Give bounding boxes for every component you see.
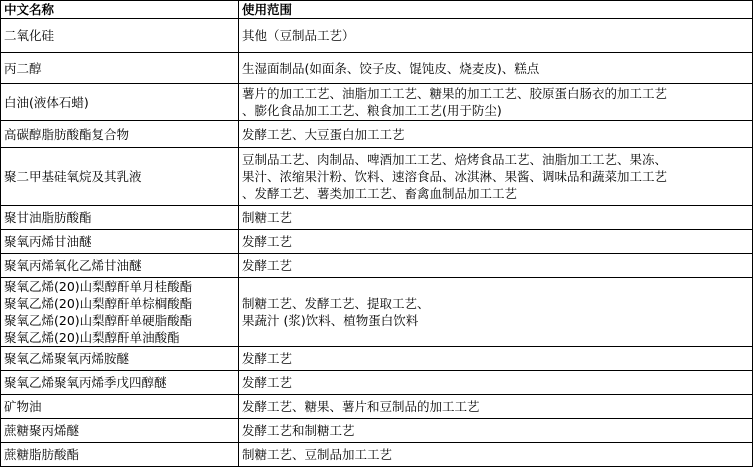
name-cell xyxy=(1,395,239,419)
name-line: 聚氧乙烯聚氧丙烯季戊四醇醚 xyxy=(4,375,167,390)
name-line: 聚氧丙烯甘油醚 xyxy=(4,234,92,249)
table-row xyxy=(1,278,753,347)
table-row xyxy=(1,84,753,121)
header-name: 中文名称 xyxy=(1,1,239,19)
name-cell xyxy=(1,419,239,443)
usage-line: 发酵工艺 xyxy=(242,234,293,249)
name-line: 聚氧丙烯氧化乙烯甘油醚 xyxy=(4,258,142,273)
name-line: 蔗糖脂肪酸酯 xyxy=(4,447,80,462)
usage-line: 薯片的加工工艺、油脂加工工艺、糖果的加工工艺、胶原蛋白肠衣的加工工艺 xyxy=(242,86,668,101)
name-line: 聚氧乙烯(20)山梨醇酐单月桂酸酯 xyxy=(4,279,193,294)
name-line: 丙二醇 xyxy=(4,60,42,76)
usage-cell xyxy=(239,419,753,443)
usage-cell xyxy=(239,121,753,148)
name-line: 聚氧乙烯(20)山梨醇酐单硬脂酸酯 xyxy=(4,313,193,328)
name-line: 聚氧乙烯(20)山梨醇酐单油酸酯 xyxy=(4,330,180,345)
name-cell xyxy=(1,371,239,395)
usage-line: 果蔬汁 (浆)饮料、植物蛋白饮料 xyxy=(242,313,419,328)
name-line: 矿物油 xyxy=(4,399,42,414)
usage-line: 制糖工艺、发酵工艺、提取工艺、 xyxy=(242,296,430,311)
usage-cell xyxy=(239,443,753,467)
table-row xyxy=(1,19,753,53)
usage-line: 发酵工艺和制糖工艺 xyxy=(242,423,355,438)
usage-line: 生湿面制品(如面条、饺子皮、馄饨皮、烧麦皮)、糕点 xyxy=(242,60,540,76)
name-line: 聚二甲基硅氧烷及其乳液 xyxy=(4,169,142,184)
usage-line: 发酵工艺 xyxy=(242,351,293,366)
usage-cell xyxy=(239,53,753,84)
table-row xyxy=(1,347,753,371)
usage-line: 果汁、浓缩果汁粉、饮料、速溶食品、冰淇淋、果酱、调味品和蔬菜加工工艺 xyxy=(242,169,668,184)
usage-cell xyxy=(239,148,753,206)
usage-cell xyxy=(239,19,753,53)
usage-line: 发酵工艺 xyxy=(242,375,293,390)
usage-cell xyxy=(239,84,753,121)
name-cell xyxy=(1,230,239,254)
table-row xyxy=(1,371,753,395)
usage-line: 发酵工艺、大豆蛋白加工工艺 xyxy=(242,126,405,142)
table-row xyxy=(1,148,753,206)
name-cell xyxy=(1,84,239,121)
table-row xyxy=(1,443,753,467)
name-cell xyxy=(1,278,239,347)
name-cell xyxy=(1,53,239,84)
usage-line: 、膨化食品加工工艺、粮食加工工艺(用于防尘) xyxy=(242,103,502,118)
usage-line: 其他（豆制品工艺） xyxy=(242,28,355,43)
name-line: 聚氧乙烯(20)山梨醇酐单棕榈酸酯 xyxy=(4,296,193,311)
table-row xyxy=(1,121,753,148)
usage-cell xyxy=(239,395,753,419)
usage-cell xyxy=(239,347,753,371)
name-cell xyxy=(1,206,239,230)
table-row xyxy=(1,53,753,84)
usage-line: 发酵工艺、糖果、薯片和豆制品的加工工艺 xyxy=(242,399,480,414)
table-row xyxy=(1,395,753,419)
name-cell xyxy=(1,254,239,278)
table-body xyxy=(1,19,753,467)
header-row xyxy=(1,1,753,19)
name-line: 聚甘油脂肪酸酯 xyxy=(4,210,92,225)
name-cell xyxy=(1,443,239,467)
name-cell xyxy=(1,347,239,371)
name-line: 白油(液体石蜡) xyxy=(4,94,89,110)
usage-line: 、发酵工艺、薯类加工工艺、畜禽血制品加工工艺 xyxy=(242,186,518,201)
table-row xyxy=(1,254,753,278)
name-cell xyxy=(1,148,239,206)
table-row xyxy=(1,206,753,230)
table-row xyxy=(1,230,753,254)
usage-cell xyxy=(239,230,753,254)
name-cell xyxy=(1,121,239,148)
usage-line: 制糖工艺 xyxy=(242,210,293,225)
usage-cell xyxy=(239,371,753,395)
name-cell xyxy=(1,19,239,53)
usage-cell xyxy=(239,278,753,347)
usage-line: 制糖工艺、豆制品加工工艺 xyxy=(242,447,393,462)
name-line: 聚氧乙烯聚氧丙烯胺醚 xyxy=(4,351,130,366)
usage-line: 发酵工艺 xyxy=(242,258,293,273)
usage-cell xyxy=(239,206,753,230)
header-usage: 使用范围 xyxy=(239,1,753,19)
name-line: 高碳醇脂肪酸酯复合物 xyxy=(4,126,130,142)
table-row xyxy=(1,419,753,443)
name-line: 蔗糖聚丙烯醚 xyxy=(4,423,80,438)
name-line: 二氧化硅 xyxy=(4,28,55,43)
usage-line: 豆制品工艺、肉制品、啤酒加工工艺、焙烤食品工艺、油脂加工工艺、果冻、 xyxy=(242,152,668,167)
usage-cell xyxy=(239,254,753,278)
